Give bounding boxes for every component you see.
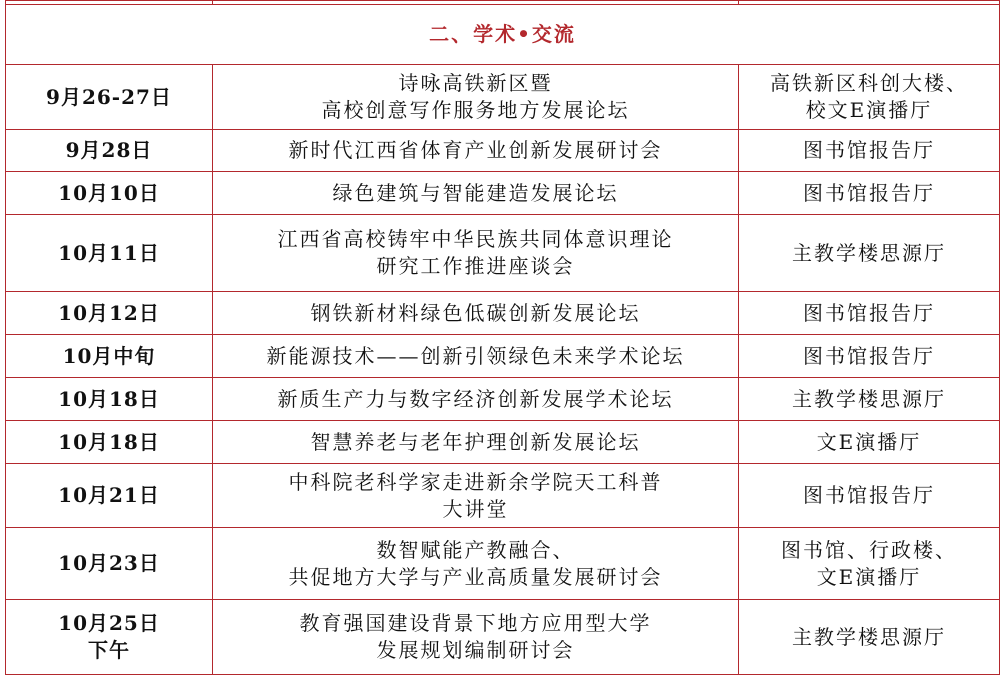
event-cell-line: 数智赋能产教融合、	[376, 537, 575, 562]
section-header-row	[6, 5, 1000, 65]
event-cell-line: 绿色建筑与智能建造发展论坛	[332, 180, 619, 205]
date-cell-line: 10月中旬	[62, 343, 156, 368]
event-cell-line: 新质生产力与数字经济创新发展学术论坛	[277, 386, 674, 411]
event-cell-line: 新时代江西省体育产业创新发展研讨会	[288, 138, 663, 162]
venue-cell	[739, 335, 1000, 378]
venue-cell	[739, 130, 1000, 172]
event-cell	[213, 65, 739, 130]
venue-cell	[739, 421, 1000, 464]
venue-cell-line: 文E演播厅	[816, 564, 922, 589]
event-cell	[213, 335, 739, 378]
schedule-row	[6, 172, 1000, 215]
section-title: 二、学术•交流	[6, 5, 1000, 65]
venue-cell-line: 文E演播厅	[816, 429, 922, 454]
date-cell-line: 10月18日	[58, 429, 160, 454]
date-cell	[6, 378, 213, 421]
event-cell-line: 大讲堂	[442, 496, 509, 521]
schedule-row	[6, 292, 1000, 335]
venue-cell-line: 图书馆报告厅	[803, 343, 935, 368]
date-cell	[6, 335, 213, 378]
date-cell	[6, 172, 213, 215]
venue-cell-line: 主教学楼思源厅	[792, 624, 946, 649]
schedule-row	[6, 215, 1000, 292]
venue-cell	[739, 172, 1000, 215]
event-cell	[213, 378, 739, 421]
schedule-table	[5, 0, 1000, 675]
schedule-row	[6, 378, 1000, 421]
date-cell-line: 10月18日	[58, 386, 160, 411]
schedule-row	[6, 65, 1000, 130]
venue-cell-line: 图书馆报告厅	[803, 483, 935, 507]
schedule-row	[6, 600, 1000, 675]
event-cell	[213, 528, 739, 600]
event-cell-line: 智慧养老与老年护理创新发展论坛	[310, 429, 641, 454]
venue-cell	[739, 378, 1000, 421]
event-cell-line: 江西省高校铸牢中华民族共同体意识理论	[277, 227, 674, 251]
venue-cell	[739, 292, 1000, 335]
event-cell-line: 研究工作推进座谈会	[376, 254, 575, 278]
date-cell-line: 9月28日	[65, 138, 153, 162]
date-cell-line: 9月26-27日	[46, 84, 172, 109]
date-cell	[6, 130, 213, 172]
date-cell-line: 10月21日	[58, 483, 160, 507]
venue-cell	[739, 215, 1000, 292]
event-cell-line: 新能源技术——创新引领绿色未来学术论坛	[266, 343, 685, 368]
date-cell-line: 10月25日	[58, 611, 160, 635]
schedule-row	[6, 421, 1000, 464]
venue-cell	[739, 528, 1000, 600]
date-cell	[6, 600, 213, 675]
venue-cell-line: 校文E演播厅	[805, 98, 933, 122]
event-cell	[213, 421, 739, 464]
event-cell	[213, 215, 739, 292]
event-cell-line: 高校创意写作服务地方发展论坛	[321, 98, 630, 122]
event-cell-line: 中科院老科学家走进新余学院天工科普	[288, 469, 663, 494]
event-cell	[213, 172, 739, 215]
event-cell-line: 教育强国建设背景下地方应用型大学	[299, 611, 652, 635]
date-cell-line: 10月23日	[58, 551, 160, 575]
date-cell	[6, 528, 213, 600]
event-cell-line: 发展规划编制研讨会	[376, 638, 575, 662]
date-cell	[6, 215, 213, 292]
venue-cell-line: 主教学楼思源厅	[792, 386, 946, 411]
schedule-row	[6, 335, 1000, 378]
date-cell-line: 10月11日	[58, 240, 160, 265]
venue-cell-line: 图书馆报告厅	[803, 138, 935, 162]
schedule-container	[5, 0, 999, 675]
venue-cell-line: 主教学楼思源厅	[792, 240, 946, 265]
event-cell-line: 钢铁新材料绿色低碳创新发展论坛	[310, 300, 641, 325]
venue-cell	[739, 600, 1000, 675]
date-cell-line: 下午	[88, 638, 130, 662]
date-cell	[6, 65, 213, 130]
venue-cell	[739, 464, 1000, 528]
venue-cell-line: 图书馆报告厅	[803, 300, 935, 325]
event-cell	[213, 600, 739, 675]
event-cell-line: 诗咏高铁新区暨	[398, 71, 553, 95]
date-cell-line: 10月10日	[58, 180, 160, 205]
event-cell-line: 共促地方大学与产业高质量发展研讨会	[288, 564, 663, 589]
event-cell	[213, 464, 739, 528]
venue-cell-line: 图书馆报告厅	[803, 180, 935, 205]
date-cell	[6, 464, 213, 528]
venue-cell-line: 高铁新区科创大楼、	[770, 71, 968, 95]
event-cell	[213, 292, 739, 335]
venue-cell-line: 图书馆、行政楼、	[781, 537, 957, 562]
date-cell	[6, 421, 213, 464]
date-cell-line: 10月12日	[58, 300, 160, 325]
date-cell	[6, 292, 213, 335]
schedule-row	[6, 528, 1000, 600]
event-cell	[213, 130, 739, 172]
schedule-row	[6, 130, 1000, 172]
schedule-row	[6, 464, 1000, 528]
venue-cell	[739, 65, 1000, 130]
